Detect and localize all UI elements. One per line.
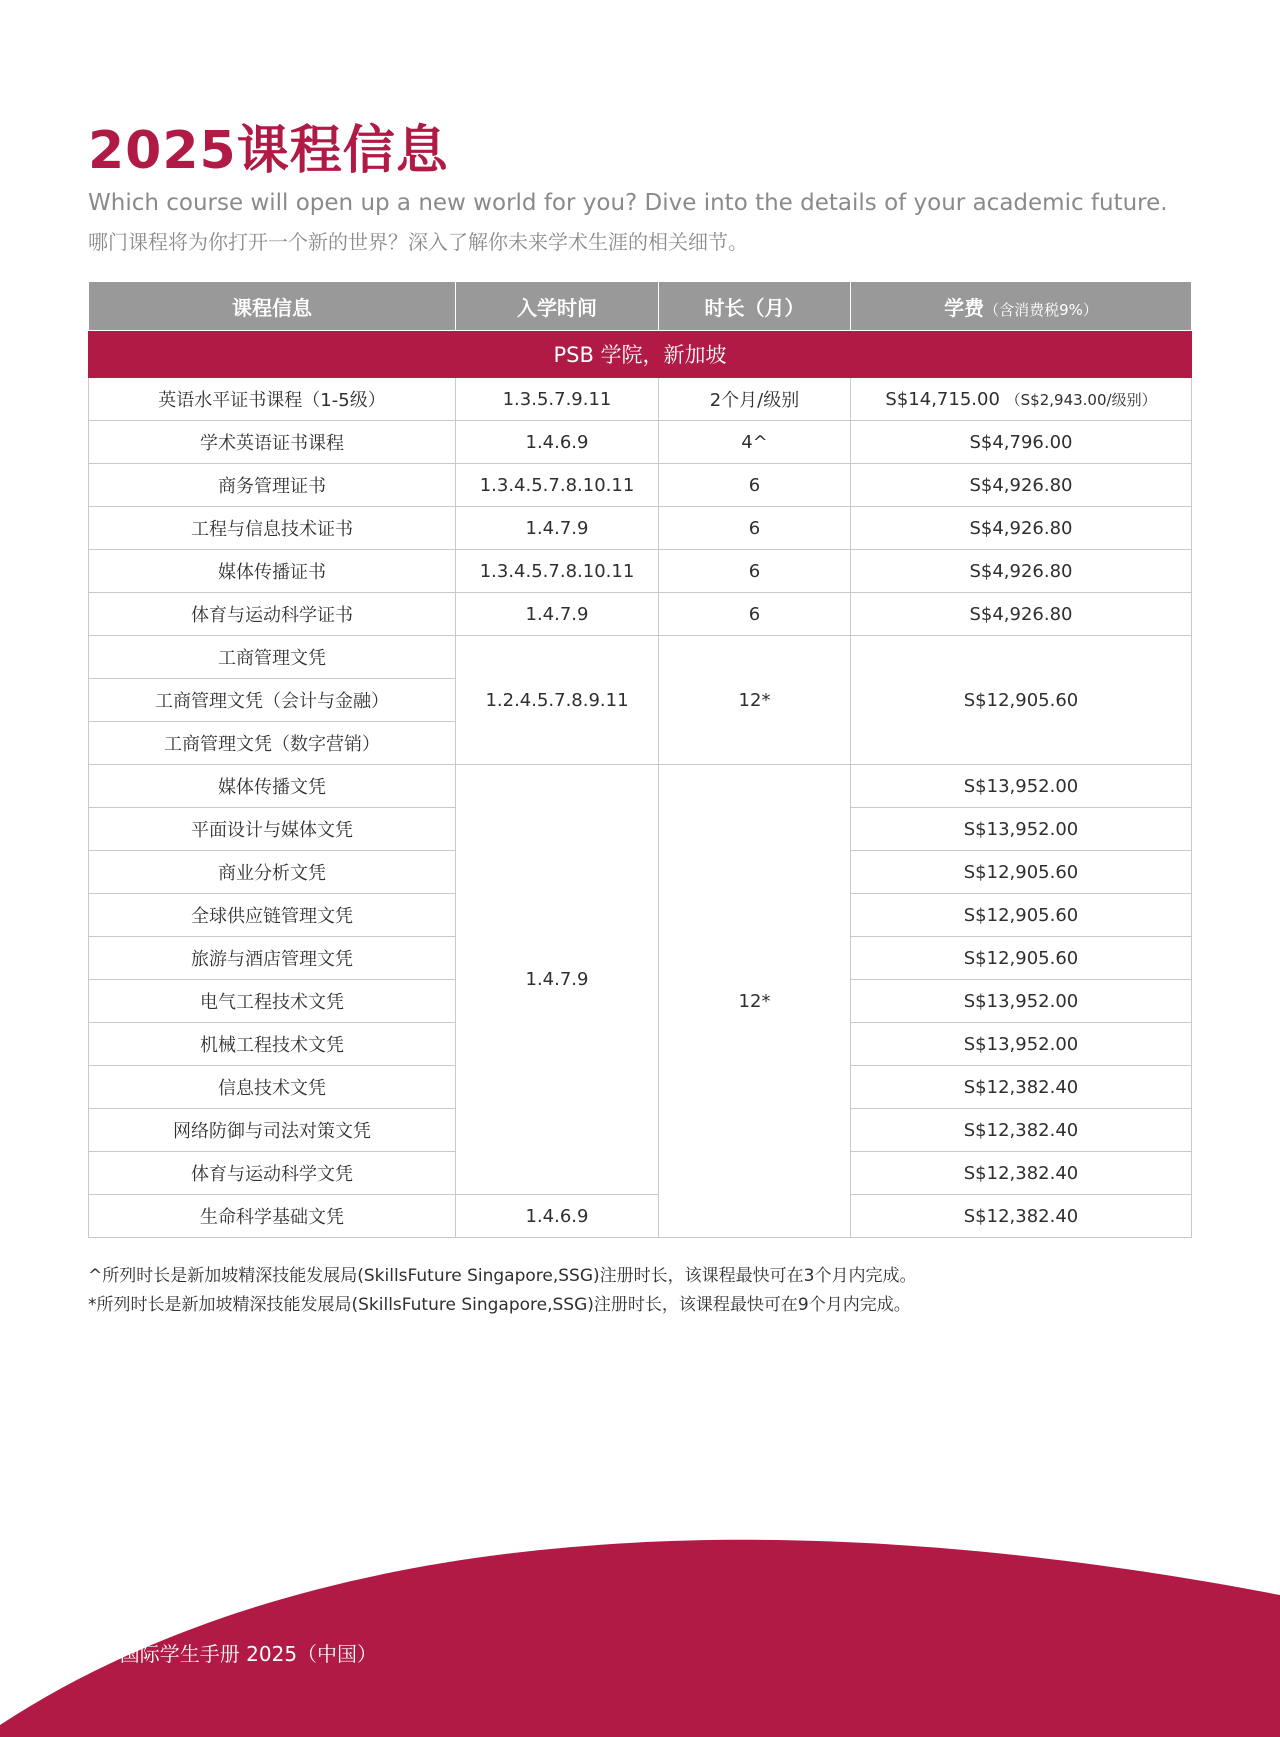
header-course: 课程信息: [89, 282, 456, 331]
course-name: 体育与运动科学文凭: [89, 1152, 456, 1195]
table-row: [89, 507, 1192, 550]
section-title: PSB 学院，新加坡: [89, 331, 1192, 378]
footer-wave: [0, 1500, 1280, 1737]
fee: S$13,952.00: [851, 765, 1192, 808]
course-name: 网络防御与司法对策文凭: [89, 1109, 456, 1152]
course-name: 平面设计与媒体文凭: [89, 808, 456, 851]
table-row: [89, 593, 1192, 636]
intake-months: 1.3.5.7.9.11: [456, 378, 659, 421]
intake-months: 1.4.6.9: [456, 421, 659, 464]
course-name: 信息技术文凭: [89, 1066, 456, 1109]
intake-months: 1.4.7.9: [456, 507, 659, 550]
course-name: 英语水平证书课程（1-5级）: [89, 378, 456, 421]
fee: S$4,926.80: [851, 507, 1192, 550]
fee: S$4,926.80: [851, 593, 1192, 636]
course-name: 商业分析文凭: [89, 851, 456, 894]
fee: S$13,952.00: [851, 980, 1192, 1023]
table-row: [89, 378, 1192, 421]
duration: 6: [659, 550, 851, 593]
intake-months: 1.4.7.9: [456, 593, 659, 636]
intake-months: 1.2.4.5.7.8.9.11: [456, 636, 659, 765]
course-name: 生命科学基础文凭: [89, 1195, 456, 1238]
fee: S$4,926.80: [851, 550, 1192, 593]
table-row: [89, 636, 1192, 679]
table-row: [89, 765, 1192, 808]
fee: S$13,952.00: [851, 1023, 1192, 1066]
fee: S$12,382.40: [851, 1195, 1192, 1238]
course-name: 媒体传播证书: [89, 550, 456, 593]
fee-note: （S$2,943.00/级别）: [1005, 390, 1157, 409]
intake-months: 1.3.4.5.7.8.10.11: [456, 464, 659, 507]
course-name: 全球供应链管理文凭: [89, 894, 456, 937]
course-name: 学术英语证书课程: [89, 421, 456, 464]
header-fee-note: （含消费税9%）: [984, 300, 1098, 319]
course-name: 媒体传播文凭: [89, 765, 456, 808]
fee: S$12,905.60: [851, 636, 1192, 765]
course-name: 商务管理证书: [89, 464, 456, 507]
table-row: [89, 421, 1192, 464]
table-row: [89, 1195, 1192, 1238]
header-fee: [851, 282, 1192, 331]
duration: 4^: [659, 421, 851, 464]
fee: S$4,796.00: [851, 421, 1192, 464]
table-row: [89, 464, 1192, 507]
page-footer: 22 国际学生手册 2025（中国）: [88, 1642, 378, 1666]
fee: S$12,905.60: [851, 851, 1192, 894]
course-name: 工商管理文凭（数字营销）: [89, 722, 456, 765]
fee: S$13,952.00: [851, 808, 1192, 851]
course-name: 体育与运动科学证书: [89, 593, 456, 636]
duration: 12*: [659, 765, 851, 1238]
fee: S$14,715.00: [885, 388, 1000, 410]
course-name: 工商管理文凭（会计与金融）: [89, 679, 456, 722]
subtitle-english: Which course will open up a new world for you? Dive into the details of your academic future.: [88, 190, 1168, 216]
header-duration: 时长（月）: [659, 282, 851, 331]
header-intake: 入学时间: [456, 282, 659, 331]
fee-cell: [851, 378, 1192, 421]
footnote-asterisk: *所列时长是新加坡精深技能发展局(SkillsFuture Singapore,SSG)注册时长，该课程最快可在9个月内完成。: [88, 1295, 911, 1315]
duration: 6: [659, 507, 851, 550]
course-table: [88, 281, 1192, 1238]
intake-months: 1.4.6.9: [456, 1195, 659, 1238]
course-name: 旅游与酒店管理文凭: [89, 937, 456, 980]
course-name: 工程与信息技术证书: [89, 507, 456, 550]
footnotes: [88, 1262, 916, 1320]
fee: S$12,905.60: [851, 937, 1192, 980]
footnote-caret: ^所列时长是新加坡精深技能发展局(SkillsFuture Singapore,SSG)注册时长，该课程最快可在3个月内完成。: [88, 1266, 917, 1286]
subtitle-chinese: 哪门课程将为你打开一个新的世界？深入了解你未来学术生涯的相关细节。: [88, 230, 748, 254]
course-name: 机械工程技术文凭: [89, 1023, 456, 1066]
fee: S$12,382.40: [851, 1152, 1192, 1195]
fee: S$12,382.40: [851, 1109, 1192, 1152]
course-name: 工商管理文凭: [89, 636, 456, 679]
section-row: [89, 331, 1192, 378]
table-row: [89, 550, 1192, 593]
header-fee-label: 学费: [944, 295, 985, 320]
fee: S$12,905.60: [851, 894, 1192, 937]
table-header-row: [89, 282, 1192, 331]
intake-months: 1.3.4.5.7.8.10.11: [456, 550, 659, 593]
duration: 6: [659, 464, 851, 507]
fee: S$12,382.40: [851, 1066, 1192, 1109]
course-name: 电气工程技术文凭: [89, 980, 456, 1023]
duration: 2个月/级别: [659, 378, 851, 421]
intake-months: 1.4.7.9: [456, 765, 659, 1195]
fee: S$4,926.80: [851, 464, 1192, 507]
duration: 6: [659, 593, 851, 636]
duration: 12*: [659, 636, 851, 765]
page-title: 2025课程信息: [88, 121, 449, 181]
